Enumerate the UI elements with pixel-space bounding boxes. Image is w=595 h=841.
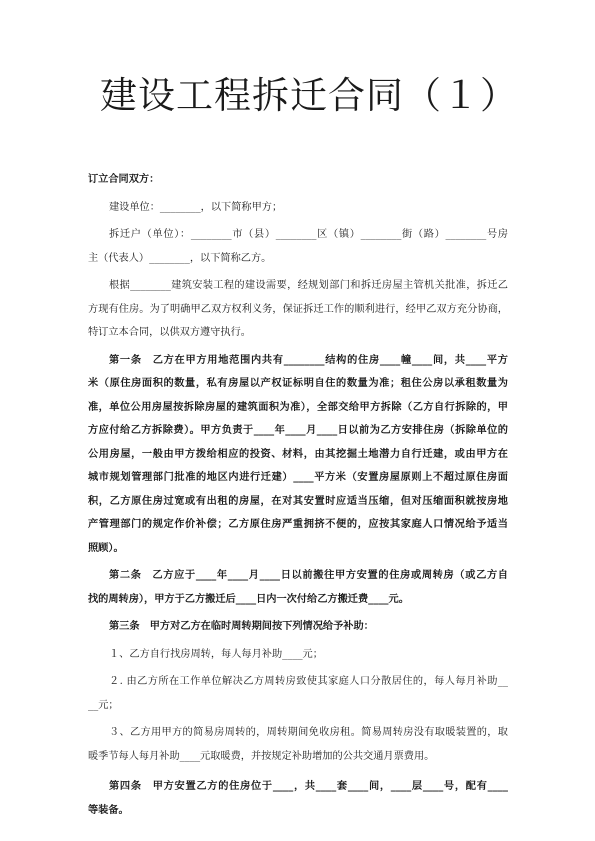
party-b-line-cont: 主（代表人）________，以下简称乙方。 [88,252,272,264]
article-4-line: 第四条 甲方安置乙方的住房位于____，共____套____间，____层____号，配有____ [109,780,508,792]
article-3-item-2-cont: __元； [88,699,119,711]
party-a-line: 建设单位：________，以下简称甲方； [109,201,283,213]
article-1-line: 第一条 乙方在甲方用地范围内共有________结构的住房____幢____间，共____平方 [109,353,508,366]
article-1-line: 准，单位公用房屋按拆除房屋的建筑面积为准），全部交给甲方拆除（乙方自行拆除的，甲 [88,400,508,413]
preamble-line: 根据________建筑安装工程的建设需要，经规划部门和拆迁房屋主管机关批准，拆迁乙 [109,280,508,291]
article-4-line: 等装备。 [88,803,129,816]
article-1-line: 产管理部门的规定作价补偿；乙方原住房严重拥挤不便的，应按其家庭人口情况给予适当 [88,518,508,530]
preamble-line: 特订立本合同，以供双方遵守执行。 [88,327,251,338]
party-b-line: 拆迁户（单位）：________市（县）________区（镇）________街（路）________号房 [109,229,508,240]
article-2-line: 找的周转房），甲方于乙方搬迁后____日内一次付给乙方搬迁费____元。 [88,592,409,605]
article-1-line: 公用房屋，一般由甲方拨给相应的投资、材料，由其挖掘土地潜力自行迁建，或由甲方在 [88,447,508,460]
parties-heading: 订立合同双方： [88,173,160,185]
document-title: 建设工程拆迁合同（１） [100,74,518,117]
article-1-line: 米（原住房面积的数量，私有房屋以产权证标明自住的数量为准；租住公房以承租数量为 [88,377,508,389]
article-1-line: 城市规划管理部门批准的地区内进行迁建）____平方米（安置房屋原则上不超过原住房面 [88,471,508,483]
article-3-item-2: ２. 由乙方所在工作单位解决乙方周转房致使其家庭人口分散居住的，每人每月补助__ [109,676,508,687]
article-3-item-3-cont: 暖季节每人每月补助____元取暖费，并按规定补助增加的公共交通月票费用。 [88,750,435,762]
article-3-item-3: ３、乙方用甲方的简易房周转的，周转期间免收房租。简易周转房没有取暖装置的，取 [109,727,508,738]
article-2-line: 第二条 乙方应于____年____月____日以前搬往甲方安置的住房或周转房（或乙方自 [109,569,508,581]
article-1-line: 照顾）。 [88,541,124,554]
article-1-line: 方应付给乙方拆除费）。甲方负责于____年____月____日以前为乙方安排住房（拆除单位的 [88,424,508,436]
preamble-line: 方现有住房。为了明确甲乙双方权利义务，保证拆迁工作的顺利进行，经甲乙双方充分协商， [88,303,508,315]
article-1-line: 积，乙方原住房过宽或有出租的房屋，在对其安置时应适当压缩，但对压缩面积就按房地 [88,494,508,507]
article-3-heading: 第三条 甲方对乙方在临时周转期间按下列情况给予补助： [109,620,374,632]
article-3-item-1: １、乙方自行找房周转，每人每月补助____元； [109,648,323,660]
document-body [88,168,508,822]
